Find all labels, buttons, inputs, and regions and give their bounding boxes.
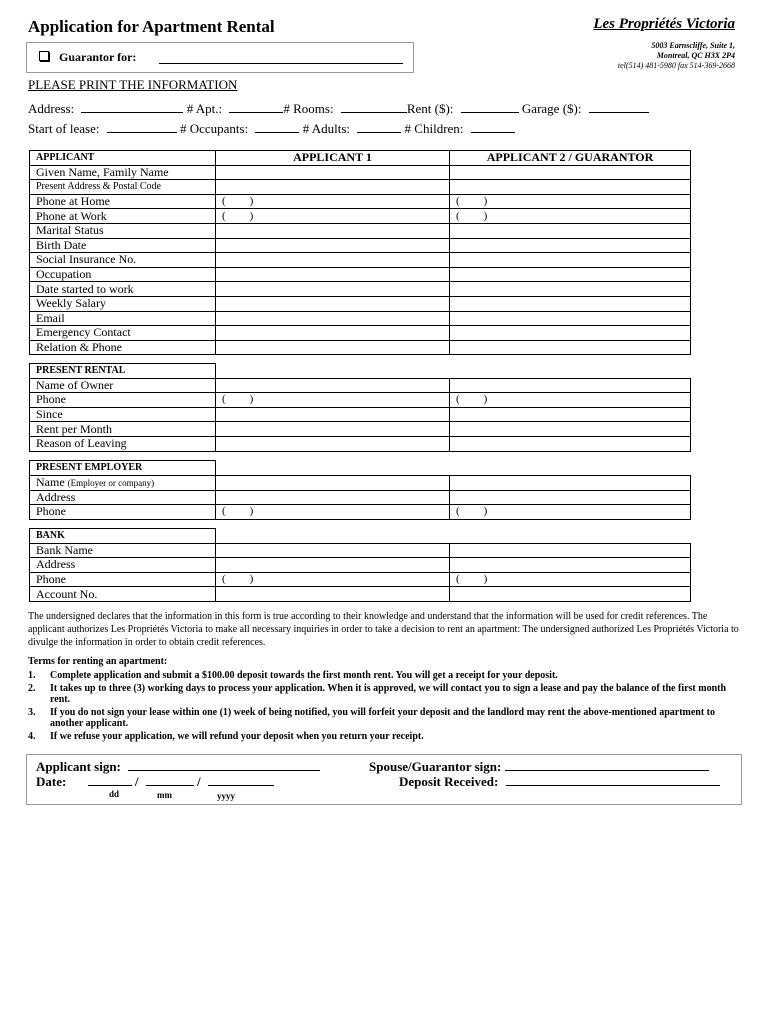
list-item: 1. Complete application and submit a $100.00 deposit towards the first month rent. You will get a receipt for your deposit. (28, 670, 558, 681)
applicant-section-header: APPLICANT (30, 151, 216, 166)
applicant-1-bank-name-field[interactable] (216, 543, 450, 558)
applicant-2-email-field[interactable] (450, 311, 691, 326)
spouse-sign-row (369, 759, 709, 775)
rent-label: Rent ($): (406, 101, 454, 116)
date-label: Date: (36, 774, 67, 789)
applicant-2-salary-field[interactable] (450, 296, 691, 311)
date-slash-1: / (134, 774, 139, 789)
table-row (30, 558, 691, 573)
address-line-2: Montreal, QC H3X 2P4 (656, 51, 735, 60)
paren-open: ( (456, 195, 460, 208)
applicant-2-employer-phone-field[interactable] (450, 505, 691, 520)
paren-close: ) (483, 393, 488, 406)
terms-heading: Terms for renting an apartment: (28, 656, 168, 667)
apt-label: # Apt.: (186, 101, 223, 116)
applicant-2-employer-field[interactable] (450, 475, 691, 490)
table-header-row (30, 461, 691, 476)
address-line-1: 5003 Earnscliffe, Suite 1, (651, 41, 735, 50)
paren-open: ( (456, 573, 460, 586)
paren-open: ( (222, 209, 226, 222)
applicant-2-reason-field[interactable] (450, 436, 691, 451)
row-label-rental-phone: Phone (30, 393, 216, 408)
applicant-1-account-field[interactable] (216, 587, 450, 602)
dd-label: dd (109, 789, 120, 799)
signature-box (26, 754, 742, 805)
paren-close: ) (483, 573, 488, 586)
table-header-row (30, 529, 691, 544)
table-row (30, 326, 691, 341)
bank-header: BANK (30, 529, 216, 544)
spouse-sign-label: Spouse/Guarantor sign: (369, 759, 502, 774)
paren-open: ( (222, 573, 226, 586)
row-label-bank-phone: Phone (30, 572, 216, 587)
applicant-1-address-field[interactable] (216, 180, 450, 195)
applicant-1-rental-phone-field[interactable] (216, 393, 450, 408)
table-row (30, 422, 691, 437)
paren-close: ) (249, 393, 254, 406)
row-label-occupation: Occupation (30, 267, 216, 282)
children-field[interactable] (471, 131, 515, 133)
rent-field[interactable] (461, 111, 519, 113)
start-lease-label: Start of lease: (28, 121, 100, 136)
applicant-2-date-started-field[interactable] (450, 282, 691, 297)
row-label-phone-home: Phone at Home (30, 194, 216, 209)
paren-close: ) (483, 195, 488, 208)
garage-label: Garage ($): (521, 101, 582, 116)
paren-close: ) (249, 209, 254, 222)
applicant-1-owner-field[interactable] (216, 378, 450, 393)
applicant-1-emergency-field[interactable] (216, 326, 450, 341)
date-day-field[interactable] (88, 784, 132, 786)
form-title: Application for Apartment Rental (28, 17, 275, 36)
children-label: # Children: (404, 121, 464, 136)
paren-close: ) (249, 573, 254, 586)
date-year-field[interactable] (208, 784, 274, 786)
row-label-phone-work: Phone at Work (30, 209, 216, 224)
terms-list (28, 670, 728, 743)
row-label-date-started: Date started to work (30, 282, 216, 297)
row-label-since: Since (30, 407, 216, 422)
company-address (618, 41, 735, 71)
paren-open: ( (456, 393, 460, 406)
applicant-2-rental-phone-field[interactable] (450, 393, 691, 408)
row-label-bank-address: Address (30, 558, 216, 573)
table-row (30, 282, 691, 297)
applicant-1-sin-field[interactable] (216, 253, 450, 268)
table-row (30, 543, 691, 558)
present-employer-header: PRESENT EMPLOYER (30, 461, 216, 476)
row-label-rent-per-month: Rent per Month (30, 422, 216, 437)
applicant-1-email-field[interactable] (216, 311, 450, 326)
adults-label: # Adults: (302, 121, 351, 136)
start-lease-field[interactable] (107, 131, 177, 133)
adults-field[interactable] (357, 131, 401, 133)
applicant-2-phone-home-field[interactable] (450, 194, 691, 209)
paren-open: ( (456, 505, 460, 518)
paren-close: ) (249, 505, 254, 518)
row-label-present-address: Present Address & Postal Code (30, 180, 216, 195)
paren-close: ) (483, 505, 488, 518)
applicant-1-since-field[interactable] (216, 407, 450, 422)
applicant-sign-label: Applicant sign: (36, 759, 121, 774)
row-label-bank-name: Bank Name (30, 543, 216, 558)
print-notice: PLEASE PRINT THE INFORMATION (28, 77, 238, 92)
row-label-reason-leaving: Reason of Leaving (30, 436, 216, 451)
applicant-2-birth-field[interactable] (450, 238, 691, 253)
address-field[interactable] (81, 111, 183, 113)
applicant-2-emergency-field[interactable] (450, 326, 691, 341)
applicant-sign-field[interactable] (128, 769, 320, 771)
deposit-field[interactable] (506, 784, 720, 786)
bank-table (29, 528, 691, 602)
yyyy-label: yyyy (217, 791, 235, 801)
row-label-weekly-salary: Weekly Salary (30, 296, 216, 311)
applicant-2-account-field[interactable] (450, 587, 691, 602)
applicant-1-phone-work-field[interactable] (216, 209, 450, 224)
employer-name-note: (Employer or company) (67, 477, 155, 488)
table-row (30, 180, 691, 195)
rental-info-row-1 (28, 101, 649, 117)
deposit-row (399, 774, 720, 790)
table-row (30, 378, 691, 393)
table-row (30, 296, 691, 311)
applicant-sign-row (36, 759, 320, 775)
applicant-1-birth-field[interactable] (216, 238, 450, 253)
row-label-employer-phone: Phone (30, 505, 216, 520)
applicant-2-address-field[interactable] (450, 180, 691, 195)
applicant-1-employer-field[interactable] (216, 475, 450, 490)
garage-field[interactable] (589, 111, 649, 113)
list-item: 2. It takes up to three (3) working days to process your application. When it is approved, we will contact you to sign a lease and pay the balance of the first month rent. (28, 682, 727, 705)
applicant-2-since-field[interactable] (450, 407, 691, 422)
present-rental-table (29, 363, 691, 452)
applicant-1-employer-address-field[interactable] (216, 490, 450, 505)
applicant-1-employer-phone-field[interactable] (216, 505, 450, 520)
company-name: Les Propriétés Victoria (593, 16, 735, 32)
table-row (30, 165, 691, 180)
table-row (30, 209, 691, 224)
applicant-2-bank-phone-field[interactable] (450, 572, 691, 587)
table-row (30, 505, 691, 520)
applicant-2-employer-address-field[interactable] (450, 490, 691, 505)
paren-open: ( (222, 195, 226, 208)
row-label-name: Given Name, Family Name (30, 165, 216, 180)
table-header-row (30, 364, 691, 379)
list-item: 4. If we refuse your application, we will refund your deposit when you return your receipt. (28, 730, 424, 742)
table-row (30, 311, 691, 326)
rental-info-row-2 (28, 121, 515, 137)
row-label-owner-name: Name of Owner (30, 378, 216, 393)
table-row (30, 253, 691, 268)
guarantor-label: Guarantor for: (59, 50, 137, 64)
table-row (30, 572, 691, 587)
row-label-birth-date: Birth Date (30, 238, 216, 253)
applicant-2-sin-field[interactable] (450, 253, 691, 268)
applicant-1-header: APPLICANT 1 (216, 151, 450, 166)
applicant-table (29, 150, 691, 355)
paren-close: ) (483, 209, 488, 222)
date-row (36, 774, 274, 790)
table-row (30, 490, 691, 505)
paren-open: ( (222, 393, 226, 406)
table-row (30, 340, 691, 355)
row-label-employer-name (30, 475, 216, 490)
applicant-2-relation-field[interactable] (450, 340, 691, 355)
contact-line: tel(514) 481-5980 fax 514-369-2668 (617, 61, 735, 70)
applicant-2-name-field[interactable] (450, 165, 691, 180)
paren-close: ) (249, 195, 254, 208)
mm-label: mm (157, 790, 172, 800)
applicant-1-relation-field[interactable] (216, 340, 450, 355)
table-row (30, 393, 691, 408)
table-row (30, 238, 691, 253)
occupants-label: # Occupants: (179, 121, 249, 136)
date-slash-2: / (196, 774, 201, 789)
applicant-1-phone-home-field[interactable] (216, 194, 450, 209)
row-label-emergency-contact: Emergency Contact (30, 326, 216, 341)
table-header-row (30, 151, 691, 166)
date-month-field[interactable] (146, 784, 194, 786)
applicant-2-owner-field[interactable] (450, 378, 691, 393)
applicant-2-marital-field[interactable] (450, 223, 691, 238)
rooms-label: # Rooms: (283, 101, 334, 116)
applicant-2-occupation-field[interactable] (450, 267, 691, 282)
declaration-text: The undersigned declares that the information in this form is true according to their knowledge and understand that the information will be used for credit references. The applicant authorizes Les Propriétés Victoria to make all necessary inquiries in order to take a decision to rent an apartment: The undersigned authorized Les Propriétés Victoria to divulge the information in order to obtain credit references. (28, 611, 739, 648)
applicant-1-occupation-field[interactable] (216, 267, 450, 282)
employer-name-label: Name (36, 475, 65, 489)
applicant-1-marital-field[interactable] (216, 223, 450, 238)
guarantor-checkbox[interactable] (39, 51, 49, 61)
paren-open: ( (222, 505, 226, 518)
row-label-relation-phone: Relation & Phone (30, 340, 216, 355)
applicant-2-phone-work-field[interactable] (450, 209, 691, 224)
address-label: Address: (28, 101, 75, 116)
guarantor-box (26, 42, 414, 73)
applicant-2-rent-month-field[interactable] (450, 422, 691, 437)
table-row (30, 407, 691, 422)
guarantor-field[interactable] (159, 63, 403, 64)
applicant-2-bank-name-field[interactable] (450, 543, 691, 558)
row-label-sin: Social Insurance No. (30, 253, 216, 268)
spouse-sign-field[interactable] (505, 769, 709, 771)
table-row (30, 475, 691, 490)
list-item: 3. If you do not sign your lease within one (1) week of being notified, you will forfeit your deposit and the landlord may rent the above-mentioned apartment to another applicant. (28, 706, 716, 729)
table-row (30, 223, 691, 238)
table-row (30, 436, 691, 451)
deposit-label: Deposit Received: (399, 774, 499, 789)
applicant-1-date-started-field[interactable] (216, 282, 450, 297)
row-label-employer-address: Address (30, 490, 216, 505)
applicant-1-bank-phone-field[interactable] (216, 572, 450, 587)
paren-open: ( (456, 209, 460, 222)
applicant-1-rent-month-field[interactable] (216, 422, 450, 437)
applicant-2-bank-address-field[interactable] (450, 558, 691, 573)
row-label-email: Email (30, 311, 216, 326)
row-label-account-no: Account No. (30, 587, 216, 602)
table-row (30, 194, 691, 209)
applicant-1-bank-address-field[interactable] (216, 558, 450, 573)
applicant-1-salary-field[interactable] (216, 296, 450, 311)
table-row (30, 587, 691, 602)
present-employer-table (29, 460, 691, 520)
present-rental-header: PRESENT RENTAL (30, 364, 216, 379)
occupants-field[interactable] (255, 131, 299, 133)
row-label-marital-status: Marital Status (30, 223, 216, 238)
table-row (30, 267, 691, 282)
applicant-1-name-field[interactable] (216, 165, 450, 180)
apt-field[interactable] (229, 111, 283, 113)
applicant-1-reason-field[interactable] (216, 436, 450, 451)
applicant-2-header: APPLICANT 2 / GUARANTOR (450, 151, 691, 166)
rooms-field[interactable] (341, 111, 407, 113)
